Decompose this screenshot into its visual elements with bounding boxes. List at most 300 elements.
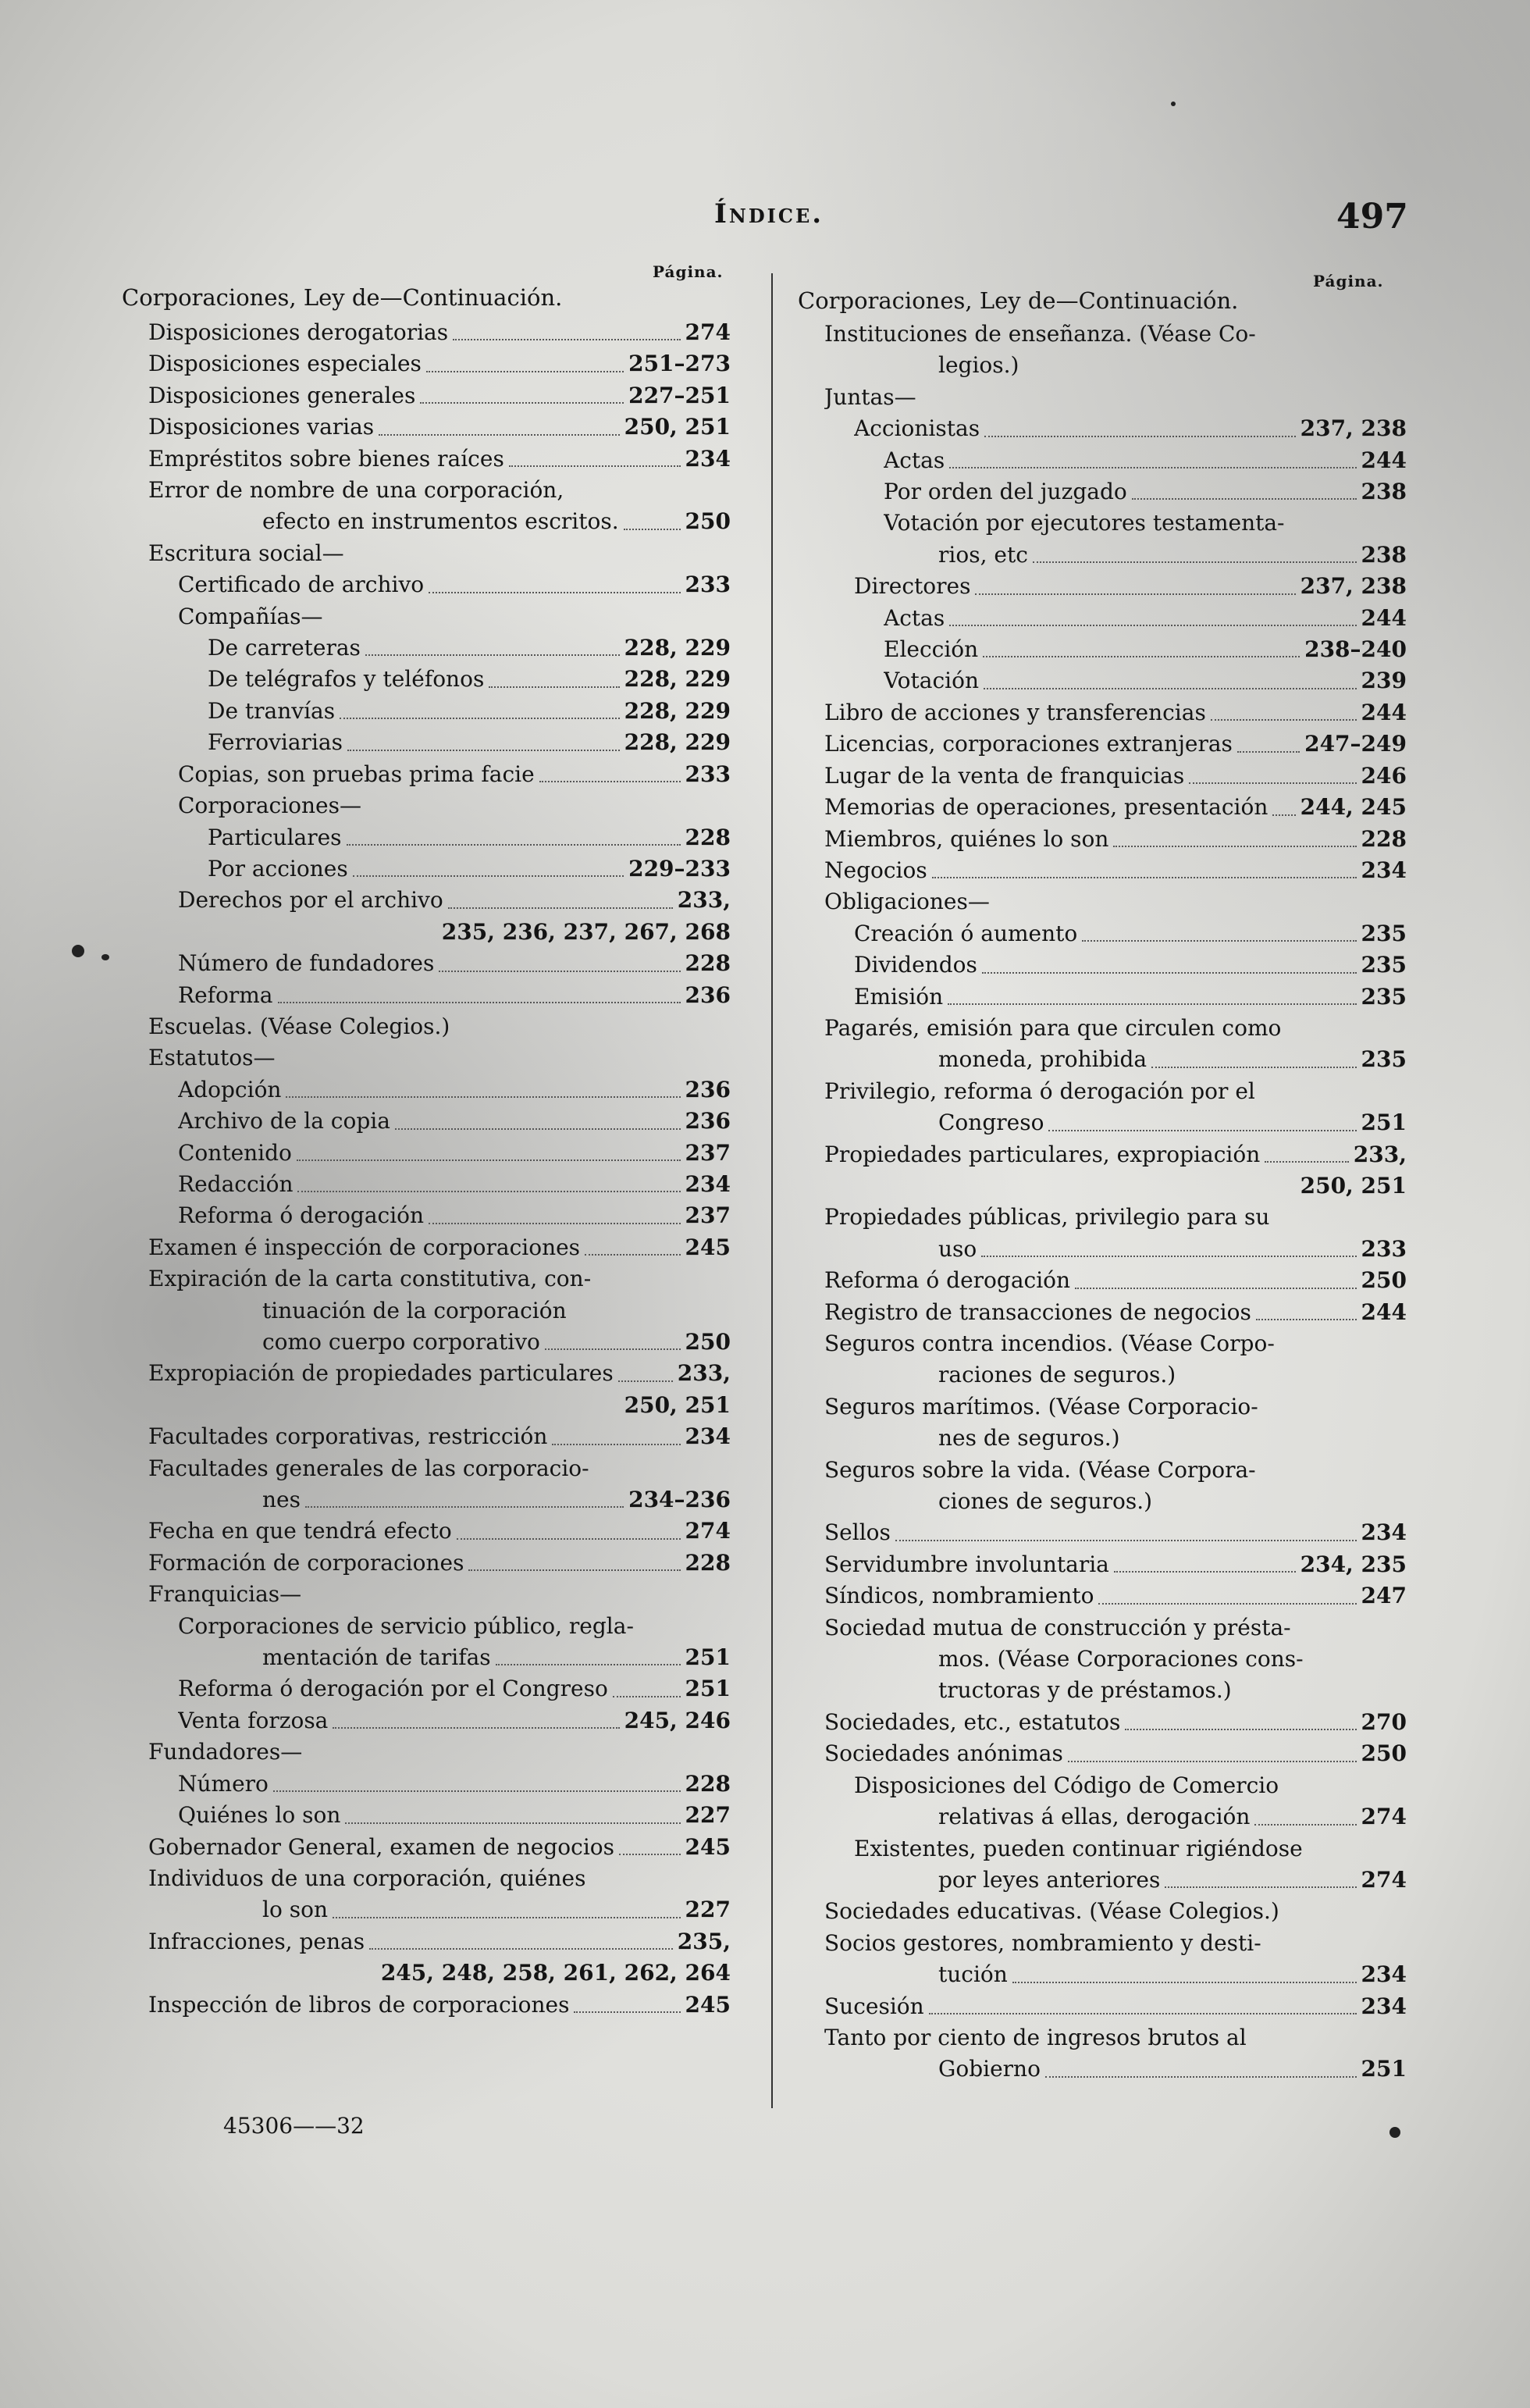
entry-pages: 246 <box>1361 762 1407 789</box>
entry-label: Estatutos— <box>148 1045 276 1071</box>
entry-pages: 237, 238 <box>1300 415 1407 442</box>
dot-leader <box>552 1444 680 1445</box>
entry-label: Inspección de libros de corporaciones <box>148 1991 570 2018</box>
index-entry <box>122 1579 731 1610</box>
entry-pages: 229–233 <box>628 855 731 882</box>
index-entry <box>798 855 1407 886</box>
entry-label: Miembros, quiénes lo son <box>824 825 1109 852</box>
entry-label: Actas <box>884 447 945 473</box>
index-entry <box>122 1327 731 1358</box>
index-entry <box>122 1390 731 1421</box>
index-entry <box>122 569 731 600</box>
entry-label: Disposiciones del Código de Comercio <box>854 1772 1279 1798</box>
entry-pages: 251 <box>685 1644 731 1671</box>
index-entry <box>798 1486 1407 1517</box>
entry-pages: 250, 251 <box>624 1391 731 1418</box>
entry-label: raciones de seguros.) <box>938 1362 1176 1388</box>
entry-label: Ferroviarias <box>208 729 343 756</box>
entry-label: Reforma ó derogación <box>824 1267 1071 1294</box>
index-entry <box>122 1484 731 1516</box>
index-entry <box>122 317 731 348</box>
dot-leader <box>585 1254 680 1256</box>
entry-label: Facultades generales de las corporacio- <box>148 1455 589 1481</box>
dot-leader <box>1237 751 1300 753</box>
dot-leader <box>278 1002 681 1003</box>
dot-leader <box>1114 1571 1296 1573</box>
index-entry <box>798 1139 1407 1170</box>
index-entry <box>122 1926 731 1957</box>
scan-speck <box>72 945 84 957</box>
entry-pages: 228, 229 <box>624 635 731 661</box>
dot-leader <box>1113 846 1356 847</box>
entry-pages: 236 <box>685 981 731 1008</box>
entry-label: Elección <box>884 636 979 663</box>
entry-pages: 239 <box>1361 668 1407 694</box>
index-entry <box>122 1042 731 1074</box>
index-entry <box>122 1705 731 1737</box>
index-entry <box>122 980 731 1011</box>
index-entry <box>122 1863 731 1894</box>
entry-label: rios, etc <box>938 541 1028 568</box>
entry-label: Empréstitos sobre bienes raíces <box>148 445 504 472</box>
index-entry <box>122 696 731 727</box>
entry-pages: 233 <box>685 761 731 787</box>
entry-label: tución <box>938 1961 1008 1988</box>
entry-pages: 236 <box>685 1108 731 1135</box>
entry-pages: 274 <box>685 1518 731 1544</box>
dot-leader <box>369 1948 673 1950</box>
entry-label: por leyes anteriores <box>938 1866 1161 1893</box>
entry-label: Disposiciones derogatorias <box>148 319 449 345</box>
entry-pages: 228, 229 <box>624 697 731 724</box>
index-entry <box>798 981 1407 1013</box>
entry-label: Fundadores— <box>148 1739 303 1765</box>
entry-label: Número <box>178 1770 269 1797</box>
index-entry <box>798 1549 1407 1580</box>
dot-leader <box>489 686 619 688</box>
dot-leader <box>1132 498 1357 500</box>
dot-leader <box>1098 1603 1356 1605</box>
index-entry <box>798 1076 1407 1107</box>
entry-pages: 233 <box>685 572 731 598</box>
index-entry <box>122 1106 731 1137</box>
entry-pages: 234 <box>685 445 731 472</box>
index-entry <box>122 1800 731 1831</box>
entry-label: Expropiación de propiedades particulares <box>148 1360 614 1387</box>
entry-label: Propiedades públicas, privilegio para su <box>824 1204 1270 1231</box>
entry-label: Sociedad mutua de construcción y présta- <box>824 1614 1291 1640</box>
dot-leader <box>453 339 680 340</box>
dot-leader <box>1045 2076 1357 2078</box>
entry-pages: 251 <box>1361 2056 1407 2082</box>
dot-leader <box>420 402 624 404</box>
entry-pages: 244, 245 <box>1300 794 1407 821</box>
section-title: Corporaciones, Ley de—Continuación. <box>122 284 563 311</box>
index-entry <box>798 824 1407 855</box>
index-entry <box>798 1580 1407 1612</box>
entry-label: Reforma ó derogación <box>178 1202 425 1229</box>
entry-label: uso <box>938 1235 977 1262</box>
entry-pages: 235 <box>1361 1046 1407 1073</box>
entry-pages: 250 <box>685 1329 731 1355</box>
entry-label: Por acciones <box>208 855 348 882</box>
index-entry <box>122 443 731 475</box>
entry-pages: 234 <box>1361 1519 1407 1546</box>
index-entry <box>798 634 1407 665</box>
index-entry <box>798 508 1407 539</box>
printer-signature: 45306——32 <box>223 2113 365 2139</box>
index-entry <box>798 886 1407 917</box>
index-entry <box>798 2022 1407 2054</box>
index-entry <box>122 1611 731 1642</box>
entry-label: Existentes, pueden continuar rigiéndose <box>854 1835 1303 1861</box>
dot-leader <box>982 972 1357 974</box>
entry-label: Quiénes lo son <box>178 1802 341 1829</box>
index-entry <box>798 1707 1407 1738</box>
entry-pages: 250, 251 <box>1300 1172 1407 1199</box>
entry-pages: 233, <box>1353 1141 1407 1167</box>
entry-label: De telégrafos y teléfonos <box>208 666 485 693</box>
dot-leader <box>1189 782 1356 784</box>
entry-pages: 235, 236, 237, 267, 268 <box>441 918 731 945</box>
entry-label: Individuos de una corporación, quiénes <box>148 1865 586 1891</box>
entry-label: Contenido <box>178 1139 292 1166</box>
entry-label: De carreteras <box>208 635 361 661</box>
index-entry <box>122 1737 731 1768</box>
entry-pages: 245 <box>685 1833 731 1860</box>
entry-pages: 234 <box>1361 1961 1407 1988</box>
entry-label: Negocios <box>824 857 927 883</box>
index-entry <box>798 1675 1407 1706</box>
entry-label: ciones de seguros.) <box>938 1488 1153 1515</box>
index-entry <box>122 1453 731 1484</box>
entry-pages: 250 <box>685 508 731 535</box>
index-entry <box>122 411 731 443</box>
index-entry <box>122 506 731 537</box>
dot-leader <box>496 1664 681 1665</box>
entry-pages: 233 <box>1361 1235 1407 1262</box>
index-entry <box>798 1644 1407 1675</box>
entry-pages: 233, <box>677 887 731 914</box>
entry-label: Reforma <box>178 981 273 1008</box>
entry-label: Libro de acciones y transferencias <box>824 699 1206 725</box>
entry-label: como cuerpo corporativo <box>262 1329 540 1355</box>
dot-leader <box>426 371 624 372</box>
dot-leader <box>1165 1886 1356 1888</box>
index-entry <box>798 1044 1407 1075</box>
index-entry <box>122 1894 731 1925</box>
entry-label: Accionistas <box>854 415 980 442</box>
index-entry <box>798 1928 1407 1959</box>
page-number: 497 <box>1336 197 1408 237</box>
entry-pages: 228 <box>685 824 731 850</box>
dot-leader <box>429 1223 681 1224</box>
entry-label: Particulares <box>208 824 342 850</box>
entry-pages: 238–240 <box>1304 636 1407 663</box>
dot-leader <box>1265 1161 1349 1163</box>
dot-leader <box>273 1790 681 1792</box>
entry-label: Memorias de operaciones, presentación <box>824 794 1268 821</box>
entry-pages: 227 <box>685 1897 731 1923</box>
entry-label: Tanto por ciento de ingresos brutos al <box>824 2024 1247 2050</box>
entry-pages: 274 <box>1361 1866 1407 1893</box>
entry-label: Sociedades anónimas <box>824 1740 1063 1767</box>
dot-leader <box>981 1256 1356 1257</box>
dot-leader <box>895 1540 1357 1541</box>
index-entry <box>798 1770 1407 1801</box>
index-entries <box>122 317 731 2021</box>
index-entry <box>798 792 1407 823</box>
index-entry <box>122 727 731 758</box>
index-entry <box>122 601 731 632</box>
index-entry <box>798 1959 1407 1990</box>
dot-leader <box>297 1191 680 1192</box>
index-entry <box>798 603 1407 634</box>
entry-label: nes de seguros.) <box>938 1425 1120 1452</box>
entry-label: Gobernador General, examen de negocios <box>148 1833 615 1860</box>
dot-leader <box>347 844 681 846</box>
index-entry <box>122 1169 731 1200</box>
index-entry <box>122 1832 731 1863</box>
entry-label: Registro de transacciones de negocios <box>824 1298 1251 1325</box>
dot-leader <box>468 1569 680 1571</box>
entry-label: Sociedades, etc., estatutos <box>824 1708 1121 1735</box>
entry-label: Votación por ejecutores testamenta- <box>884 510 1285 536</box>
dot-leader <box>1012 1982 1357 1983</box>
entry-pages: 245 <box>685 1991 731 2018</box>
entry-label: Votación <box>884 668 979 694</box>
index-entry <box>122 1358 731 1389</box>
entry-label: lo son <box>262 1897 328 1923</box>
index-entry <box>122 1074 731 1106</box>
entry-label: Infracciones, penas <box>148 1928 365 1954</box>
entry-label: Directores <box>854 573 971 600</box>
index-entry <box>798 1013 1407 1044</box>
index-entry <box>798 1265 1407 1296</box>
entry-label: De tranvías <box>208 697 336 724</box>
entry-label: Sellos <box>824 1519 891 1546</box>
entry-pages: 237 <box>685 1139 731 1166</box>
entry-label: Sociedades educativas. (Véase Colegios.) <box>824 1898 1279 1925</box>
entry-pages: 244 <box>1361 1298 1407 1325</box>
entry-label: Formación de corporaciones <box>148 1549 464 1576</box>
dot-leader <box>333 1727 619 1729</box>
index-entry <box>122 1548 731 1579</box>
index-entry <box>122 1295 731 1327</box>
dot-leader <box>1075 1288 1357 1289</box>
dot-leader <box>932 877 1357 878</box>
dot-leader <box>395 1128 681 1130</box>
entry-label: Número de fundadores <box>178 950 435 977</box>
index-entry <box>122 1263 731 1295</box>
entry-label: Síndicos, nombramiento <box>824 1583 1094 1609</box>
entry-label: Seguros marítimos. (Véase Corporacio- <box>824 1393 1258 1420</box>
dot-leader <box>618 1380 673 1382</box>
index-entry <box>798 571 1407 602</box>
index-entry <box>122 632 731 664</box>
index-entry <box>122 1232 731 1263</box>
index-entry <box>122 1957 731 1989</box>
dot-leader <box>365 654 620 656</box>
index-entry <box>122 1516 731 1547</box>
entry-pages: 235 <box>1361 920 1407 946</box>
entry-label: Emisión <box>854 983 944 1010</box>
entry-pages: 245, 246 <box>624 1707 731 1733</box>
index-entry <box>122 348 731 379</box>
entry-pages: 251 <box>685 1676 731 1702</box>
entry-pages: 251 <box>1361 1110 1407 1136</box>
entry-label: nes <box>262 1487 301 1513</box>
index-entry <box>798 413 1407 444</box>
index-entry <box>798 476 1407 508</box>
index-entry <box>122 1138 731 1169</box>
dot-leader <box>949 625 1356 626</box>
dot-leader <box>1048 1130 1356 1131</box>
dot-leader <box>1082 940 1356 942</box>
entry-label: Escritura social— <box>148 540 344 566</box>
entry-label: Seguros sobre la vida. (Véase Corpora- <box>824 1456 1256 1483</box>
dot-leader <box>345 1822 680 1824</box>
entry-label: mentación de tarifas <box>262 1644 491 1671</box>
index-entry <box>122 1989 731 2021</box>
entry-pages: 234 <box>1361 1993 1407 2019</box>
entry-label: mos. (Véase Corporaciones cons- <box>938 1646 1304 1672</box>
scan-speck <box>1171 102 1176 106</box>
index-entry <box>798 1107 1407 1138</box>
entry-pages: 247–249 <box>1304 731 1407 757</box>
entry-pages: 234 <box>1361 857 1407 883</box>
entry-label: Error de nombre de una corporación, <box>148 477 564 504</box>
entry-label: Obligaciones— <box>824 889 990 915</box>
dot-leader <box>305 1506 624 1508</box>
entry-pages: 227 <box>685 1802 731 1829</box>
entry-label: moneda, prohibida <box>938 1046 1148 1073</box>
entry-label: Seguros contra incendios. (Véase Corpo- <box>824 1330 1275 1356</box>
dot-leader <box>353 875 624 877</box>
index-entry <box>798 382 1407 413</box>
index-entry <box>122 885 731 916</box>
entry-label: Pagarés, emisión para que circulen como <box>824 1014 1282 1041</box>
entry-label: efecto en instrumentos escritos. <box>262 508 619 535</box>
entry-pages: 228 <box>685 950 731 977</box>
entry-label: Juntas— <box>824 383 916 410</box>
entry-pages: 228 <box>685 1549 731 1576</box>
entry-label: Licencias, corporaciones extranjeras <box>824 731 1233 757</box>
dot-leader <box>340 718 619 719</box>
dot-leader <box>1125 1729 1356 1730</box>
entry-pages: 234–236 <box>628 1487 731 1513</box>
dot-leader <box>347 750 620 751</box>
entry-pages: 250 <box>1361 1740 1407 1767</box>
dot-leader <box>439 971 680 972</box>
entry-label: Servidumbre involuntaria <box>824 1551 1109 1577</box>
entry-pages: 250, 251 <box>624 414 731 440</box>
index-entry <box>798 1738 1407 1769</box>
dot-leader <box>984 436 1296 437</box>
index-entry <box>798 319 1407 350</box>
entry-label: Expiración de la carta constitutiva, con- <box>148 1266 592 1292</box>
index-entry <box>122 380 731 411</box>
index-entry <box>122 538 731 569</box>
entry-label: Por orden del juzgado <box>884 479 1127 505</box>
dot-leader <box>984 688 1357 689</box>
index-entry <box>122 790 731 821</box>
dot-leader <box>457 1538 681 1540</box>
entry-label: Certificado de archivo <box>178 572 425 598</box>
entry-pages: 274 <box>685 319 731 345</box>
index-entry <box>798 697 1407 728</box>
dot-leader <box>624 529 681 530</box>
index-entry <box>798 2054 1407 2085</box>
index-entry <box>122 1421 731 1452</box>
dot-leader <box>983 656 1300 657</box>
index-entry <box>798 1202 1407 1233</box>
dot-leader <box>379 434 619 436</box>
entry-pages: 227–251 <box>628 382 731 408</box>
index-entry <box>798 949 1407 981</box>
entry-pages: 244 <box>1361 447 1407 473</box>
dot-leader <box>286 1096 680 1098</box>
index-entry <box>798 1612 1407 1644</box>
entry-pages: 247 <box>1361 1583 1407 1609</box>
dot-leader <box>1211 719 1357 721</box>
entry-label: relativas á ellas, derogación <box>938 1804 1251 1830</box>
entry-pages: 245 <box>685 1234 731 1260</box>
entry-label: Examen é inspección de corporaciones <box>148 1234 581 1260</box>
entry-pages: 245, 248, 258, 261, 262, 264 <box>380 1960 731 1986</box>
entry-pages: 228, 229 <box>624 666 731 693</box>
entry-pages: 236 <box>685 1076 731 1102</box>
entry-pages: 234, 235 <box>1300 1551 1407 1577</box>
index-entry <box>122 822 731 853</box>
index-entry <box>122 948 731 979</box>
index-entry <box>122 1200 731 1231</box>
dot-leader <box>929 2013 1357 2014</box>
index-entry <box>798 350 1407 381</box>
entry-pages: 235 <box>1361 983 1407 1010</box>
entry-pages: 244 <box>1361 604 1407 631</box>
dot-leader <box>975 593 1295 595</box>
entry-label: tructoras y de préstamos.) <box>938 1677 1232 1704</box>
dot-leader <box>574 2011 680 2013</box>
index-entries <box>798 319 1407 2086</box>
dot-leader <box>297 1159 681 1161</box>
dot-leader <box>333 1917 681 1918</box>
scan-speck <box>1389 2127 1400 2138</box>
entry-label: Facultades corporativas, restricción <box>148 1423 548 1450</box>
entry-label: Disposiciones especiales <box>148 351 422 377</box>
entry-pages: 235, <box>677 1928 731 1954</box>
dot-leader <box>613 1696 681 1697</box>
column-divider <box>771 273 773 2108</box>
index-entry <box>122 1673 731 1704</box>
index-entry <box>798 1865 1407 1896</box>
index-entry <box>798 1234 1407 1265</box>
dot-leader <box>509 465 681 467</box>
dot-leader <box>1254 1824 1356 1826</box>
entry-label: Actas <box>884 604 945 631</box>
entry-label: tinuación de la corporación <box>262 1297 567 1323</box>
entry-label: Derechos por el archivo <box>178 887 443 914</box>
entry-label: Corporaciones— <box>178 793 361 819</box>
entry-label: Copias, son pruebas prima facie <box>178 761 535 787</box>
entry-label: Fecha en que tendrá efecto <box>148 1518 452 1544</box>
entry-label: Creación ó aumento <box>854 920 1078 946</box>
dot-leader <box>429 592 680 593</box>
entry-label: Dividendos <box>854 952 977 978</box>
index-entry <box>798 1517 1407 1548</box>
index-entry <box>798 1801 1407 1833</box>
